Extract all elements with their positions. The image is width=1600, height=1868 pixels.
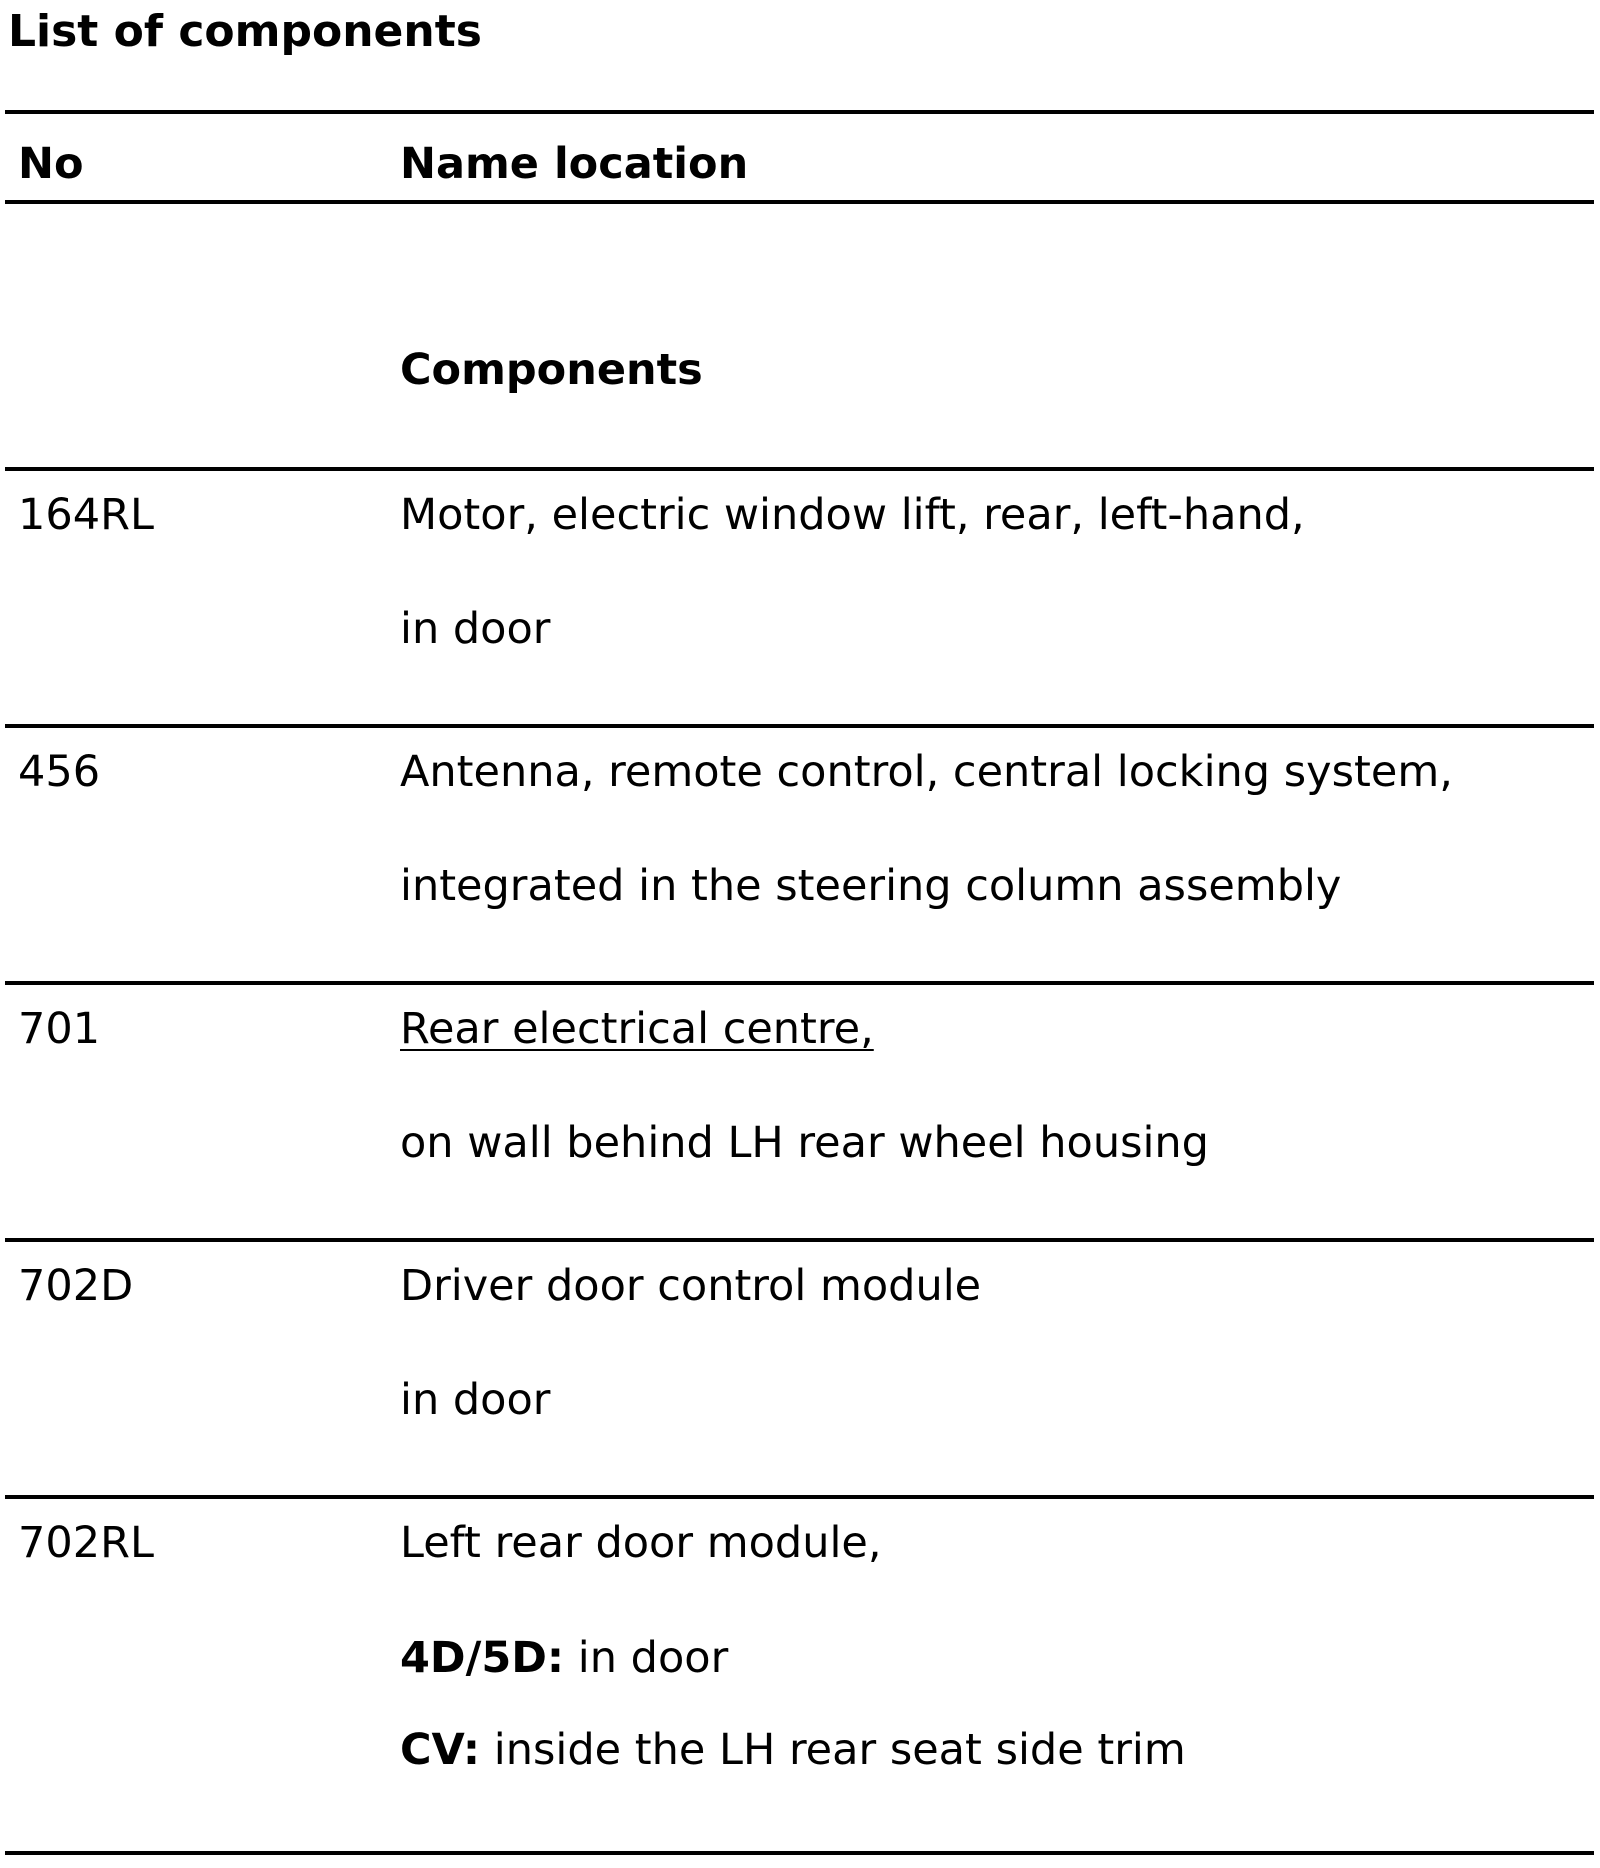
document-title: List of components	[8, 6, 482, 57]
row-location-line: in door	[400, 604, 551, 654]
row-name-line: Driver door control module	[400, 1261, 982, 1311]
header-name-location: Name location	[400, 139, 749, 189]
row-number: 702D	[18, 1261, 134, 1311]
row-location-line: on wall behind LH rear wheel housing	[400, 1118, 1209, 1168]
row-location-line: integrated in the steering column assembly	[400, 861, 1342, 911]
row-rule	[5, 1238, 1594, 1242]
header-no: No	[18, 139, 84, 189]
variant-text: inside the LH rear seat side trim	[480, 1725, 1186, 1775]
section-heading: Components	[400, 345, 703, 395]
table-top-rule	[5, 110, 1594, 114]
row-number: 702RL	[18, 1518, 154, 1568]
row-rule	[5, 1495, 1594, 1499]
row-name-line: Rear electrical centre,	[400, 1004, 874, 1054]
row-number: 456	[18, 747, 101, 797]
row-rule	[5, 467, 1594, 471]
variant-label: CV:	[400, 1725, 481, 1775]
row-name-line: Motor, electric window lift, rear, left-hand,	[400, 490, 1305, 540]
variant-line	[400, 1632, 728, 1684]
header-bottom-rule	[5, 200, 1594, 204]
row-name-line: Antenna, remote control, central locking system,	[400, 747, 1453, 797]
variant-label: 4D/5D:	[400, 1633, 565, 1683]
row-rule	[5, 981, 1594, 985]
variant-text: in door	[564, 1633, 729, 1683]
variant-line	[400, 1724, 1186, 1776]
row-number: 164RL	[18, 490, 154, 540]
row-location-line: in door	[400, 1375, 551, 1425]
table-bottom-rule	[5, 1851, 1594, 1855]
row-number: 701	[18, 1004, 101, 1054]
row-name-line: Left rear door module,	[400, 1518, 882, 1568]
row-rule	[5, 724, 1594, 728]
